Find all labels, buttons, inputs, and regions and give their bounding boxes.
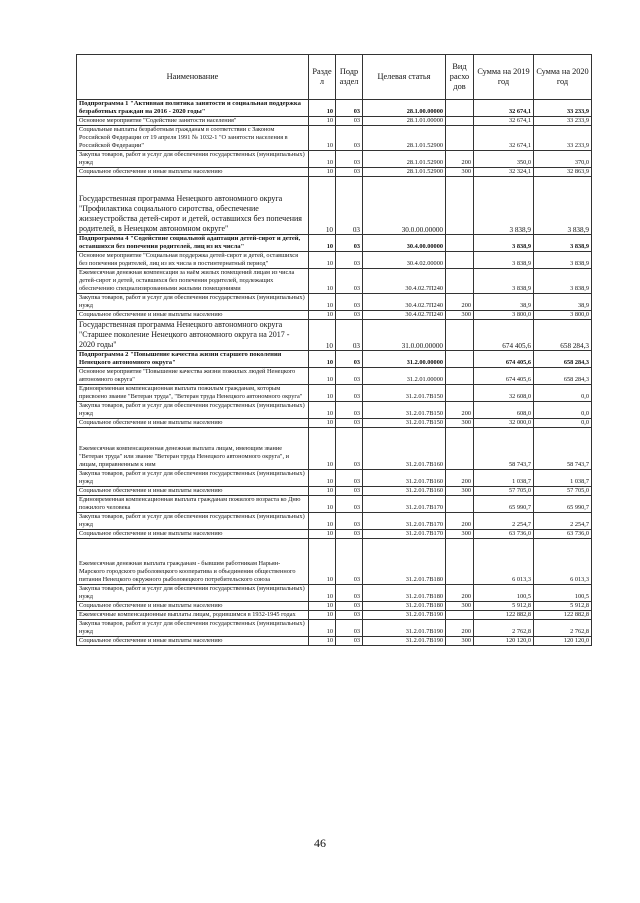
row-razdel: 10 bbox=[309, 602, 336, 611]
table-row bbox=[77, 602, 592, 611]
row-razdel: 10 bbox=[309, 428, 336, 470]
row-sum-2019: 2 762,8 bbox=[474, 620, 534, 637]
row-sum-2020: 0,0 bbox=[534, 385, 592, 402]
row-sum-2020: 63 736,0 bbox=[534, 530, 592, 539]
table-row bbox=[77, 530, 592, 539]
row-statya: 31.2.01.7В190 bbox=[363, 611, 446, 620]
row-name: Ежемесячные компенсационные выплаты лицам, родившимся в 1932-1945 годах bbox=[77, 611, 309, 620]
row-razdel: 10 bbox=[309, 385, 336, 402]
row-podrazdel: 03 bbox=[336, 428, 363, 470]
row-vid bbox=[446, 368, 474, 385]
row-podrazdel: 03 bbox=[336, 252, 363, 269]
row-statya: 30.4.00.00000 bbox=[363, 235, 446, 252]
row-name: Закупка товаров, работ и услуг для обеспечения государственных (муниципальных) нужд bbox=[77, 402, 309, 419]
row-name: Основное мероприятие "Содействие занятости населения" bbox=[77, 117, 309, 126]
row-statya: 31.2.01.7В150 bbox=[363, 419, 446, 428]
table-row bbox=[77, 269, 592, 294]
row-sum-2020: 370,0 bbox=[534, 151, 592, 168]
row-statya: 31.2.01.00000 bbox=[363, 368, 446, 385]
row-sum-2020: 3 838,9 bbox=[534, 177, 592, 235]
row-vid bbox=[446, 117, 474, 126]
row-sum-2019: 32 674,1 bbox=[474, 100, 534, 117]
row-name: Подпрограмма 2 "Повышение качества жизни старшего поколения Ненецкого автономного округа" bbox=[77, 351, 309, 368]
row-podrazdel: 03 bbox=[336, 311, 363, 320]
row-sum-2020: 38,9 bbox=[534, 294, 592, 311]
row-name: Ежемесячная денежная компенсация за наём жилых помещений лицам из числа детей-сирот и детей, оставшихся без попечения родителей, подлежащих обеспечению специализированными жилыми помещениями bbox=[77, 269, 309, 294]
row-podrazdel: 03 bbox=[336, 470, 363, 487]
table-row bbox=[77, 385, 592, 402]
row-statya: 28.1.01.52900 bbox=[363, 126, 446, 151]
row-sum-2019: 350,0 bbox=[474, 151, 534, 168]
row-razdel: 10 bbox=[309, 126, 336, 151]
row-podrazdel: 03 bbox=[336, 602, 363, 611]
row-sum-2020: 658 284,3 bbox=[534, 320, 592, 351]
row-statya: 30.4.02.7П240 bbox=[363, 294, 446, 311]
row-sum-2020: 120 120,0 bbox=[534, 637, 592, 646]
row-podrazdel: 03 bbox=[336, 530, 363, 539]
row-sum-2019: 608,0 bbox=[474, 402, 534, 419]
row-vid bbox=[446, 320, 474, 351]
row-sum-2020: 3 838,9 bbox=[534, 269, 592, 294]
row-razdel: 10 bbox=[309, 351, 336, 368]
row-vid: 300 bbox=[446, 602, 474, 611]
row-razdel: 10 bbox=[309, 294, 336, 311]
row-razdel: 10 bbox=[309, 539, 336, 585]
row-sum-2020: 57 705,0 bbox=[534, 487, 592, 496]
row-razdel: 10 bbox=[309, 611, 336, 620]
table-row bbox=[77, 177, 592, 235]
row-razdel: 10 bbox=[309, 470, 336, 487]
row-sum-2019: 3 838,9 bbox=[474, 252, 534, 269]
row-sum-2020: 33 233,9 bbox=[534, 126, 592, 151]
row-podrazdel: 03 bbox=[336, 100, 363, 117]
table-row bbox=[77, 496, 592, 513]
row-razdel: 10 bbox=[309, 100, 336, 117]
row-sum-2020: 33 233,9 bbox=[534, 117, 592, 126]
row-statya: 30.4.02.7П240 bbox=[363, 269, 446, 294]
table-row bbox=[77, 168, 592, 177]
budget-table bbox=[76, 54, 592, 646]
row-sum-2019: 57 705,0 bbox=[474, 487, 534, 496]
row-statya: 28.1.01.52900 bbox=[363, 168, 446, 177]
row-podrazdel: 03 bbox=[336, 368, 363, 385]
row-podrazdel: 03 bbox=[336, 611, 363, 620]
row-razdel: 10 bbox=[309, 530, 336, 539]
row-sum-2019: 3 838,9 bbox=[474, 177, 534, 235]
row-sum-2019: 32 324,1 bbox=[474, 168, 534, 177]
row-statya: 31.2.01.7В170 bbox=[363, 530, 446, 539]
row-name: Закупка товаров, работ и услуг для обеспечения государственных (муниципальных) нужд bbox=[77, 620, 309, 637]
row-vid: 200 bbox=[446, 402, 474, 419]
table-row bbox=[77, 539, 592, 585]
row-podrazdel: 03 bbox=[336, 126, 363, 151]
row-sum-2019: 3 800,0 bbox=[474, 311, 534, 320]
row-name: Закупка товаров, работ и услуг для обеспечения государственных (муниципальных) нужд bbox=[77, 470, 309, 487]
table-header-row bbox=[77, 55, 592, 100]
row-podrazdel: 03 bbox=[336, 496, 363, 513]
row-name: Социальное обеспечение и иные выплаты населению bbox=[77, 602, 309, 611]
page-number: 46 bbox=[314, 836, 326, 850]
table-body bbox=[77, 100, 592, 646]
row-sum-2020: 3 800,0 bbox=[534, 311, 592, 320]
row-vid bbox=[446, 611, 474, 620]
row-sum-2020: 658 284,3 bbox=[534, 351, 592, 368]
row-name: Социальное обеспечение и иные выплаты населению bbox=[77, 419, 309, 428]
row-sum-2020: 32 863,9 bbox=[534, 168, 592, 177]
row-vid: 300 bbox=[446, 419, 474, 428]
row-podrazdel: 03 bbox=[336, 168, 363, 177]
row-podrazdel: 03 bbox=[336, 585, 363, 602]
row-name: Единовременная компенсационная выплата гражданам пожилого возраста ко Дню пожилого человека bbox=[77, 496, 309, 513]
table-row bbox=[77, 402, 592, 419]
row-razdel: 10 bbox=[309, 513, 336, 530]
row-vid bbox=[446, 428, 474, 470]
row-vid bbox=[446, 235, 474, 252]
row-vid bbox=[446, 385, 474, 402]
row-statya: 31.2.01.7В170 bbox=[363, 496, 446, 513]
row-podrazdel: 03 bbox=[336, 294, 363, 311]
row-podrazdel: 03 bbox=[336, 513, 363, 530]
table-row bbox=[77, 487, 592, 496]
row-name: Основное мероприятие "Повышение качества жизни пожилых людей Ненецкого автономного округа" bbox=[77, 368, 309, 385]
row-sum-2020: 0,0 bbox=[534, 419, 592, 428]
row-vid: 200 bbox=[446, 585, 474, 602]
row-podrazdel: 03 bbox=[336, 539, 363, 585]
table-row bbox=[77, 320, 592, 351]
row-sum-2020: 658 284,3 bbox=[534, 368, 592, 385]
row-sum-2020: 58 743,7 bbox=[534, 428, 592, 470]
table-row bbox=[77, 151, 592, 168]
row-sum-2020: 122 882,8 bbox=[534, 611, 592, 620]
row-sum-2020: 2 254,7 bbox=[534, 513, 592, 530]
table-row bbox=[77, 620, 592, 637]
row-vid bbox=[446, 351, 474, 368]
row-vid bbox=[446, 100, 474, 117]
row-razdel: 10 bbox=[309, 168, 336, 177]
row-name: Социальное обеспечение и иные выплаты населению bbox=[77, 530, 309, 539]
table-row bbox=[77, 126, 592, 151]
row-razdel: 10 bbox=[309, 117, 336, 126]
row-statya: 31.2.01.7В150 bbox=[363, 402, 446, 419]
row-vid: 200 bbox=[446, 470, 474, 487]
row-sum-2020: 3 838,9 bbox=[534, 235, 592, 252]
header-vid: Вид расхо дов bbox=[446, 55, 474, 100]
row-sum-2019: 3 838,9 bbox=[474, 235, 534, 252]
header-sum-2019: Сумма на 2019 год bbox=[474, 55, 534, 100]
row-name: Единовременная компенсационная выплата пожилым гражданам, которым присвоено звание "Ветеран труда", "Ветеран труда Ненецкого автономного округа" bbox=[77, 385, 309, 402]
row-sum-2019: 120 120,0 bbox=[474, 637, 534, 646]
row-razdel: 10 bbox=[309, 177, 336, 235]
row-sum-2019: 32 000,0 bbox=[474, 419, 534, 428]
row-sum-2019: 32 674,1 bbox=[474, 126, 534, 151]
header-sum-2020: Сумма на 2020 год bbox=[534, 55, 592, 100]
row-razdel: 10 bbox=[309, 311, 336, 320]
row-sum-2019: 65 990,7 bbox=[474, 496, 534, 513]
table-row bbox=[77, 611, 592, 620]
table-row bbox=[77, 419, 592, 428]
row-sum-2019: 1 038,7 bbox=[474, 470, 534, 487]
row-sum-2019: 32 674,1 bbox=[474, 117, 534, 126]
row-name: Государственная программа Ненецкого автономного округа "Профилактика социального сиротства, обеспечение жизнеустройства детей-сирот и детей, оставшихся без попечения родителей, в Ненецком автономном округе" bbox=[77, 177, 309, 235]
row-razdel: 10 bbox=[309, 585, 336, 602]
table-row bbox=[77, 100, 592, 117]
row-sum-2019: 32 608,0 bbox=[474, 385, 534, 402]
row-sum-2019: 674 405,6 bbox=[474, 351, 534, 368]
row-name: Закупка товаров, работ и услуг для обеспечения государственных (муниципальных) нужд bbox=[77, 513, 309, 530]
row-name: Закупка товаров, работ и услуг для обеспечения государственных (муниципальных) нужд bbox=[77, 294, 309, 311]
row-name: Социальные выплаты безработным гражданам в соответствии с Законом Российской Федерации от 19 апреля 1991 № 1032-1 "О занятости населения в Российской Федерации" bbox=[77, 126, 309, 151]
header-name: Наименование bbox=[77, 55, 309, 100]
row-razdel: 10 bbox=[309, 496, 336, 513]
table-row bbox=[77, 351, 592, 368]
row-razdel: 10 bbox=[309, 235, 336, 252]
row-podrazdel: 03 bbox=[336, 385, 363, 402]
row-podrazdel: 03 bbox=[336, 320, 363, 351]
row-razdel: 10 bbox=[309, 320, 336, 351]
row-vid: 300 bbox=[446, 168, 474, 177]
table-row bbox=[77, 470, 592, 487]
row-name: Подпрограмма 1 "Активная политика занятости и социальная поддержка безработных граждан на 2016 - 2020 годы" bbox=[77, 100, 309, 117]
table-row bbox=[77, 252, 592, 269]
row-statya: 31.2.01.7В190 bbox=[363, 620, 446, 637]
row-sum-2019: 674 405,6 bbox=[474, 368, 534, 385]
row-sum-2019: 100,5 bbox=[474, 585, 534, 602]
row-vid bbox=[446, 177, 474, 235]
row-sum-2020: 6 013,3 bbox=[534, 539, 592, 585]
row-razdel: 10 bbox=[309, 368, 336, 385]
row-statya: 28.1.01.00000 bbox=[363, 117, 446, 126]
header-podrazdel: Подр аздел bbox=[336, 55, 363, 100]
row-podrazdel: 03 bbox=[336, 419, 363, 428]
row-statya: 28.1.00.00000 bbox=[363, 100, 446, 117]
row-razdel: 10 bbox=[309, 252, 336, 269]
row-podrazdel: 03 bbox=[336, 177, 363, 235]
row-vid bbox=[446, 252, 474, 269]
row-vid: 200 bbox=[446, 294, 474, 311]
row-statya: 31.2.01.7В160 bbox=[363, 428, 446, 470]
row-name: Закупка товаров, работ и услуг для обеспечения государственных (муниципальных) нужд bbox=[77, 151, 309, 168]
row-sum-2020: 33 233,9 bbox=[534, 100, 592, 117]
row-sum-2020: 100,5 bbox=[534, 585, 592, 602]
row-vid: 200 bbox=[446, 151, 474, 168]
row-statya: 31.2.01.7В180 bbox=[363, 539, 446, 585]
table-row bbox=[77, 311, 592, 320]
row-statya: 28.1.01.52900 bbox=[363, 151, 446, 168]
row-vid bbox=[446, 269, 474, 294]
row-name: Подпрограмма 4 "Содействие социальной адаптации детей-сирот и детей, оставшихся без попечения родителей, лиц из их числа" bbox=[77, 235, 309, 252]
row-sum-2020: 1 038,7 bbox=[534, 470, 592, 487]
row-vid bbox=[446, 539, 474, 585]
table-row bbox=[77, 585, 592, 602]
row-podrazdel: 03 bbox=[336, 487, 363, 496]
table-row bbox=[77, 428, 592, 470]
row-sum-2020: 5 912,8 bbox=[534, 602, 592, 611]
row-statya: 30.0.00.00000 bbox=[363, 177, 446, 235]
row-statya: 31.2.01.7В180 bbox=[363, 602, 446, 611]
header-statya: Целевая статья bbox=[363, 55, 446, 100]
row-podrazdel: 03 bbox=[336, 117, 363, 126]
row-sum-2019: 2 254,7 bbox=[474, 513, 534, 530]
row-name: Социальное обеспечение и иные выплаты населению bbox=[77, 311, 309, 320]
row-sum-2019: 38,9 bbox=[474, 294, 534, 311]
header-razdel: Разде л bbox=[309, 55, 336, 100]
row-name: Государственная программа Ненецкого автономного округа "Старшее поколение Ненецкого автономного округа на 2017 - 2020 годы" bbox=[77, 320, 309, 351]
table-row bbox=[77, 368, 592, 385]
row-statya: 30.4.02.00000 bbox=[363, 252, 446, 269]
row-razdel: 10 bbox=[309, 151, 336, 168]
row-vid: 300 bbox=[446, 530, 474, 539]
row-statya: 31.2.01.7В160 bbox=[363, 487, 446, 496]
row-vid: 300 bbox=[446, 487, 474, 496]
table-row bbox=[77, 637, 592, 646]
row-vid: 200 bbox=[446, 620, 474, 637]
row-vid: 200 bbox=[446, 513, 474, 530]
row-sum-2020: 2 762,8 bbox=[534, 620, 592, 637]
row-statya: 31.2.01.7В170 bbox=[363, 513, 446, 530]
row-vid: 300 bbox=[446, 637, 474, 646]
row-podrazdel: 03 bbox=[336, 351, 363, 368]
row-sum-2019: 5 912,8 bbox=[474, 602, 534, 611]
row-statya: 31.0.00.00000 bbox=[363, 320, 446, 351]
row-razdel: 10 bbox=[309, 620, 336, 637]
row-name: Социальное обеспечение и иные выплаты населению bbox=[77, 487, 309, 496]
row-name: Закупка товаров, работ и услуг для обеспечения государственных (муниципальных) нужд bbox=[77, 585, 309, 602]
row-razdel: 10 bbox=[309, 419, 336, 428]
row-sum-2019: 3 838,9 bbox=[474, 269, 534, 294]
row-statya: 31.2.01.7В160 bbox=[363, 470, 446, 487]
row-sum-2020: 65 990,7 bbox=[534, 496, 592, 513]
row-razdel: 10 bbox=[309, 269, 336, 294]
row-podrazdel: 03 bbox=[336, 151, 363, 168]
row-razdel: 10 bbox=[309, 637, 336, 646]
row-podrazdel: 03 bbox=[336, 402, 363, 419]
row-podrazdel: 03 bbox=[336, 637, 363, 646]
row-name: Социальное обеспечение и иные выплаты населению bbox=[77, 637, 309, 646]
row-razdel: 10 bbox=[309, 402, 336, 419]
row-vid bbox=[446, 126, 474, 151]
row-sum-2020: 0,0 bbox=[534, 402, 592, 419]
table-row bbox=[77, 294, 592, 311]
row-sum-2019: 63 736,0 bbox=[474, 530, 534, 539]
row-sum-2019: 674 405,6 bbox=[474, 320, 534, 351]
row-sum-2019: 122 882,8 bbox=[474, 611, 534, 620]
row-vid: 300 bbox=[446, 311, 474, 320]
table-row bbox=[77, 235, 592, 252]
row-name: Ежемесячная денежная выплата гражданам - бывшим работникам Нарьян-Марского городского рыболовецкого кооператива и объединения общественного питания Ненецкого окружного рыболовецкого потребительского союза bbox=[77, 539, 309, 585]
row-vid bbox=[446, 496, 474, 513]
row-podrazdel: 03 bbox=[336, 235, 363, 252]
row-podrazdel: 03 bbox=[336, 269, 363, 294]
budget-table-container bbox=[76, 54, 591, 646]
row-statya: 31.2.01.7В180 bbox=[363, 585, 446, 602]
row-statya: 31.2.01.7В150 bbox=[363, 385, 446, 402]
row-statya: 31.2.00.00000 bbox=[363, 351, 446, 368]
row-sum-2019: 6 013,3 bbox=[474, 539, 534, 585]
row-podrazdel: 03 bbox=[336, 620, 363, 637]
row-name: Основное мероприятие "Социальная поддержка детей-сирот и детей, оставшихся без попечения родителей, лиц из их числа в постинтернатный период" bbox=[77, 252, 309, 269]
row-statya: 30.4.02.7П240 bbox=[363, 311, 446, 320]
row-name: Социальное обеспечение и иные выплаты населению bbox=[77, 168, 309, 177]
row-razdel: 10 bbox=[309, 487, 336, 496]
row-sum-2020: 3 838,9 bbox=[534, 252, 592, 269]
table-row bbox=[77, 513, 592, 530]
table-row bbox=[77, 117, 592, 126]
row-name: Ежемесячная компенсационная денежная выплата лицам, имеющим звание "Ветеран труда" или звание "Ветеран труда Ненецкого автономного округа", и лицам, приравненным к ним bbox=[77, 428, 309, 470]
row-sum-2019: 58 743,7 bbox=[474, 428, 534, 470]
row-statya: 31.2.01.7В190 bbox=[363, 637, 446, 646]
